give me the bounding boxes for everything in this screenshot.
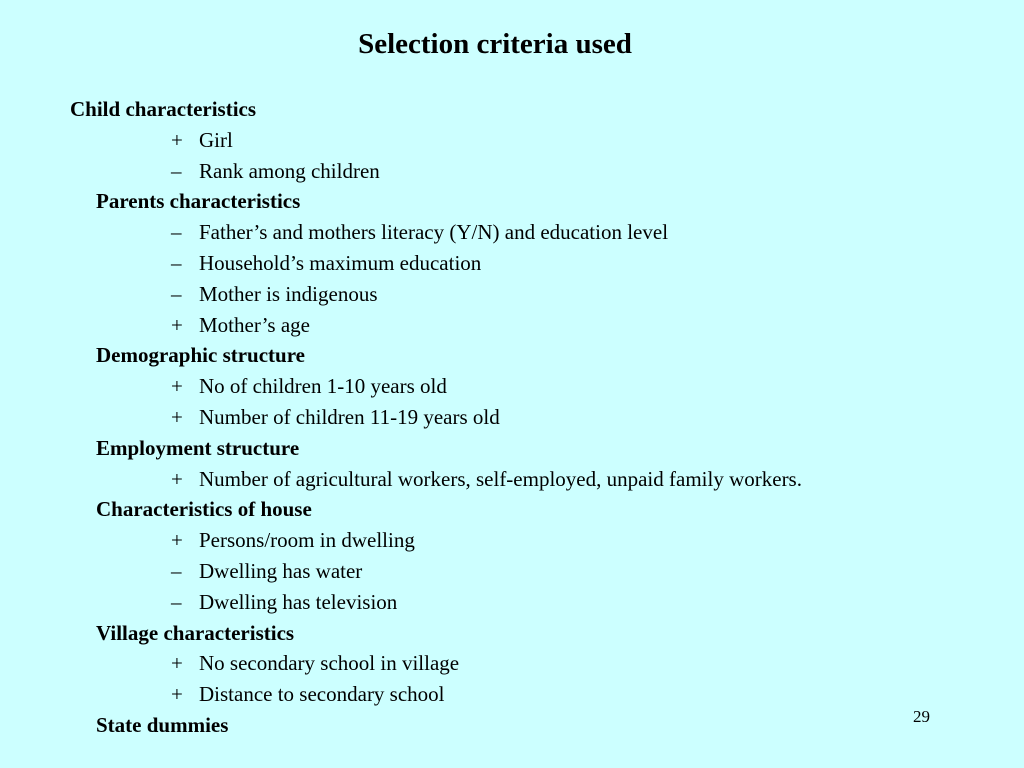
criteria-text: No secondary school in village bbox=[199, 651, 460, 676]
criteria-item bbox=[171, 156, 380, 187]
criteria-item bbox=[171, 679, 445, 710]
effect-sign: + bbox=[171, 466, 183, 491]
criteria-item bbox=[171, 371, 447, 402]
effect-sign: + bbox=[171, 127, 183, 152]
effect-sign: – bbox=[171, 251, 182, 275]
criteria-text: Household’s maximum education bbox=[199, 251, 482, 275]
criteria-text: Mother is indigenous bbox=[199, 281, 378, 306]
criteria-item bbox=[171, 248, 481, 279]
effect-sign: – bbox=[171, 559, 182, 583]
criteria-text: Girl bbox=[199, 127, 233, 152]
effect-sign: + bbox=[171, 374, 183, 399]
criteria-item bbox=[171, 279, 378, 310]
section-heading: Parents characteristics bbox=[96, 189, 301, 214]
page-number: 29 bbox=[913, 707, 930, 726]
criteria-item bbox=[171, 217, 668, 248]
effect-sign: – bbox=[171, 158, 182, 183]
effect-sign: – bbox=[171, 281, 182, 306]
criteria-text: Dwelling has television bbox=[199, 589, 398, 614]
effect-sign: + bbox=[171, 312, 183, 337]
criteria-item bbox=[171, 525, 415, 556]
criteria-text: Number of agricultural workers, self-employed, unpaid family workers. bbox=[199, 466, 802, 491]
section-heading: Employment structure bbox=[96, 435, 300, 460]
effect-sign: + bbox=[171, 528, 183, 553]
criteria-text: Rank among children bbox=[199, 158, 380, 183]
criteria-text: Mother’s age bbox=[199, 312, 310, 337]
effect-sign: – bbox=[171, 220, 182, 245]
criteria-text: Dwelling has water bbox=[199, 559, 363, 583]
section-heading: Demographic structure bbox=[96, 343, 305, 368]
criteria-item bbox=[171, 310, 310, 341]
section-heading: Village characteristics bbox=[96, 620, 295, 645]
criteria-item bbox=[171, 648, 459, 679]
effect-sign: – bbox=[171, 589, 182, 614]
effect-sign: + bbox=[171, 405, 183, 429]
criteria-item bbox=[171, 587, 397, 618]
criteria-text: Father’s and mothers literacy (Y/N) and education level bbox=[199, 220, 669, 245]
criteria-item bbox=[171, 556, 362, 587]
section-heading: Child characteristics bbox=[70, 97, 257, 121]
effect-sign: + bbox=[171, 651, 183, 676]
criteria-item bbox=[171, 125, 233, 156]
criteria-item bbox=[171, 402, 500, 433]
criteria-text: No of children 1-10 years old bbox=[199, 374, 447, 399]
criteria-text: Number of children 11-19 years old bbox=[199, 405, 500, 429]
effect-sign: + bbox=[171, 682, 183, 707]
criteria-text: Distance to secondary school bbox=[199, 682, 445, 707]
criteria-text: Persons/room in dwelling bbox=[199, 528, 415, 553]
section-heading: State dummies bbox=[96, 713, 229, 737]
section-heading: Characteristics of house bbox=[96, 497, 312, 522]
criteria-item bbox=[171, 464, 802, 495]
slide-title: Selection criteria used bbox=[358, 28, 632, 60]
